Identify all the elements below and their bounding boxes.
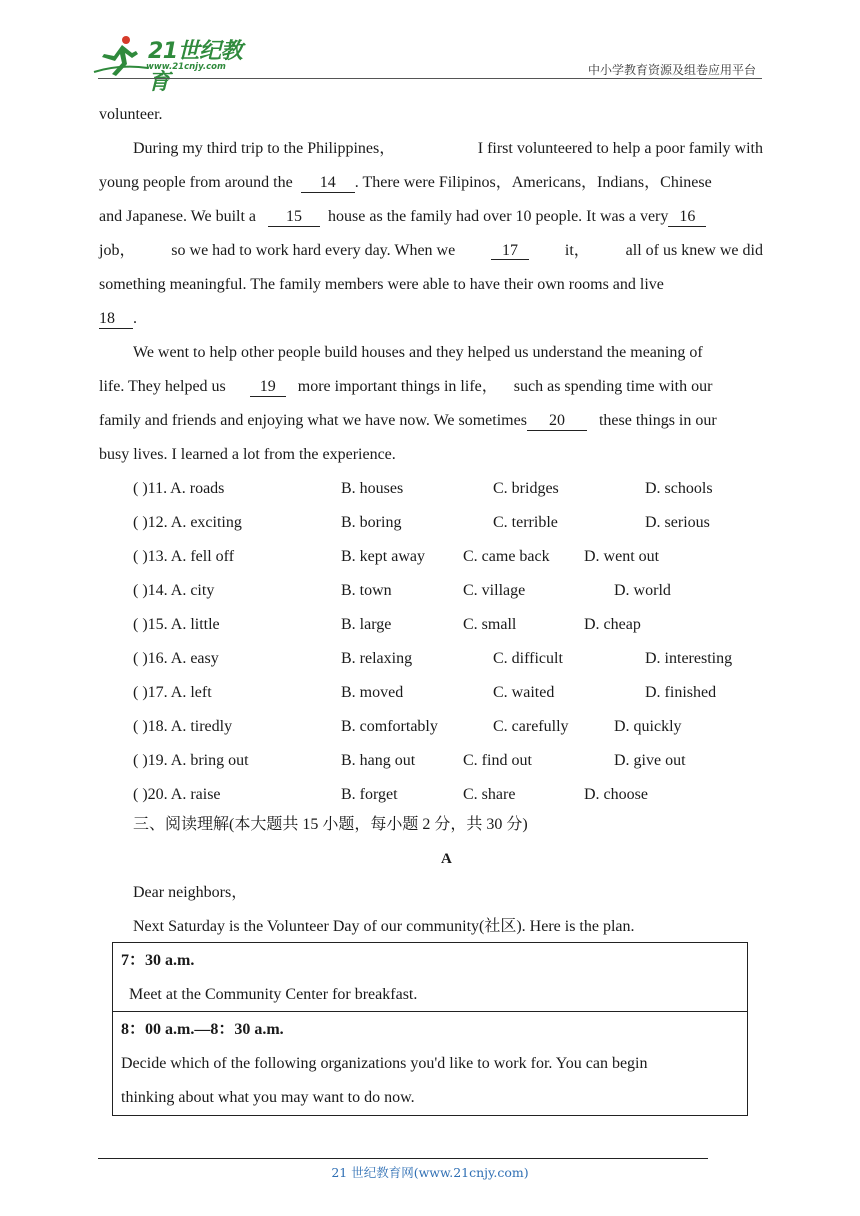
logo-url: www.21cnjy.com: [146, 62, 226, 72]
schedule-desc: Decide which of the following organizations you'd like to work for. You can begin: [121, 1055, 648, 1072]
passage-letter: A: [441, 851, 452, 867]
blank-20: 20: [527, 412, 587, 431]
schedule-time: 7：30 a.m.: [121, 952, 195, 969]
footer-text: 21 世纪教育网(www.21cnjy.com): [331, 1165, 529, 1180]
passage-line: 18 .: [99, 310, 137, 327]
site-logo: [92, 34, 262, 95]
header-divider: [98, 78, 762, 79]
letter-greeting: Dear neighbors，: [133, 884, 248, 901]
passage-line: During my third trip to the Philippines， I first volunteered to help a poor family with: [133, 140, 763, 157]
question-19: ( )19. A. bring out B. hang out C. find out D. give out: [133, 752, 686, 769]
passage-line: life. They helped us 19 more important things in life， such as spending time with our: [99, 378, 713, 395]
blank-15: 15: [268, 208, 320, 227]
question-18: ( )18. A. tiredly B. comfortably C. carefully D. quickly: [133, 718, 682, 735]
question-17: ( )17. A. left B. moved C. waited D. finished: [133, 684, 717, 701]
passage-line: volunteer.: [99, 106, 163, 123]
passage-line: something meaningful. The family members were able to have their own rooms and live: [99, 276, 664, 293]
passage-line: busy lives. I learned a lot from the experience.: [99, 446, 396, 463]
schedule-row: [113, 1012, 747, 1116]
blank-14: 14: [301, 174, 355, 193]
question-13: ( )13. A. fell off B. kept away C. came back D. went out: [133, 548, 660, 565]
blank-17: 17: [491, 242, 529, 260]
blank-19: 19: [250, 378, 286, 397]
letter-intro: Next Saturday is the Volunteer Day of our community(社区). Here is the plan.: [133, 918, 635, 935]
passage-line: young people from around the 14 . There were Filipinos，Americans，Indians，Chinese: [99, 174, 712, 191]
blank-18: 18: [99, 310, 133, 329]
question-20: ( )20. A. raise B. forget C. share D. choose: [133, 786, 648, 803]
question-11: ( )11. A. roads B. houses C. bridges D. schools: [133, 480, 713, 497]
section-title: 三、阅读理解(本大题共 15 小题，每小题 2 分，共 30 分): [133, 816, 528, 833]
question-14: ( )14. A. city B. town C. village D. world: [133, 582, 671, 599]
footer-divider: [98, 1158, 708, 1159]
passage-line: We went to help other people build houses and they helped us understand the meaning of: [133, 344, 703, 361]
passage-line: family and friends and enjoying what we have now. We sometimes 20 these things in our: [99, 412, 717, 429]
passage-line: job， so we had to work hard every day. When we 17 it， all of us knew we did: [99, 242, 763, 259]
blank-16: 16: [668, 208, 706, 227]
question-15: ( )15. A. little B. large C. small D. cheap: [133, 616, 641, 633]
question-16: ( )16. A. easy B. relaxing C. difficult D. interesting: [133, 650, 733, 667]
question-12: ( )12. A. exciting B. boring C. terrible D. serious: [133, 514, 710, 531]
schedule-desc: Meet at the Community Center for breakfast.: [129, 986, 418, 1003]
page-header: [0, 0, 860, 95]
schedule-table: [112, 942, 748, 1116]
schedule-desc: thinking about what you may want to do now.: [121, 1089, 415, 1106]
platform-label: 中小学教育资源及组卷应用平台: [587, 63, 756, 77]
schedule-time: 8：00 a.m.—8：30 a.m.: [121, 1021, 284, 1038]
runner-logo-icon: [92, 34, 150, 78]
logo-text: 21世纪教育: [148, 39, 243, 95]
schedule-row: [113, 943, 747, 1012]
passage-line: and Japanese. We built a 15 house as the family had over 10 people. It was a very 16: [99, 200, 763, 234]
